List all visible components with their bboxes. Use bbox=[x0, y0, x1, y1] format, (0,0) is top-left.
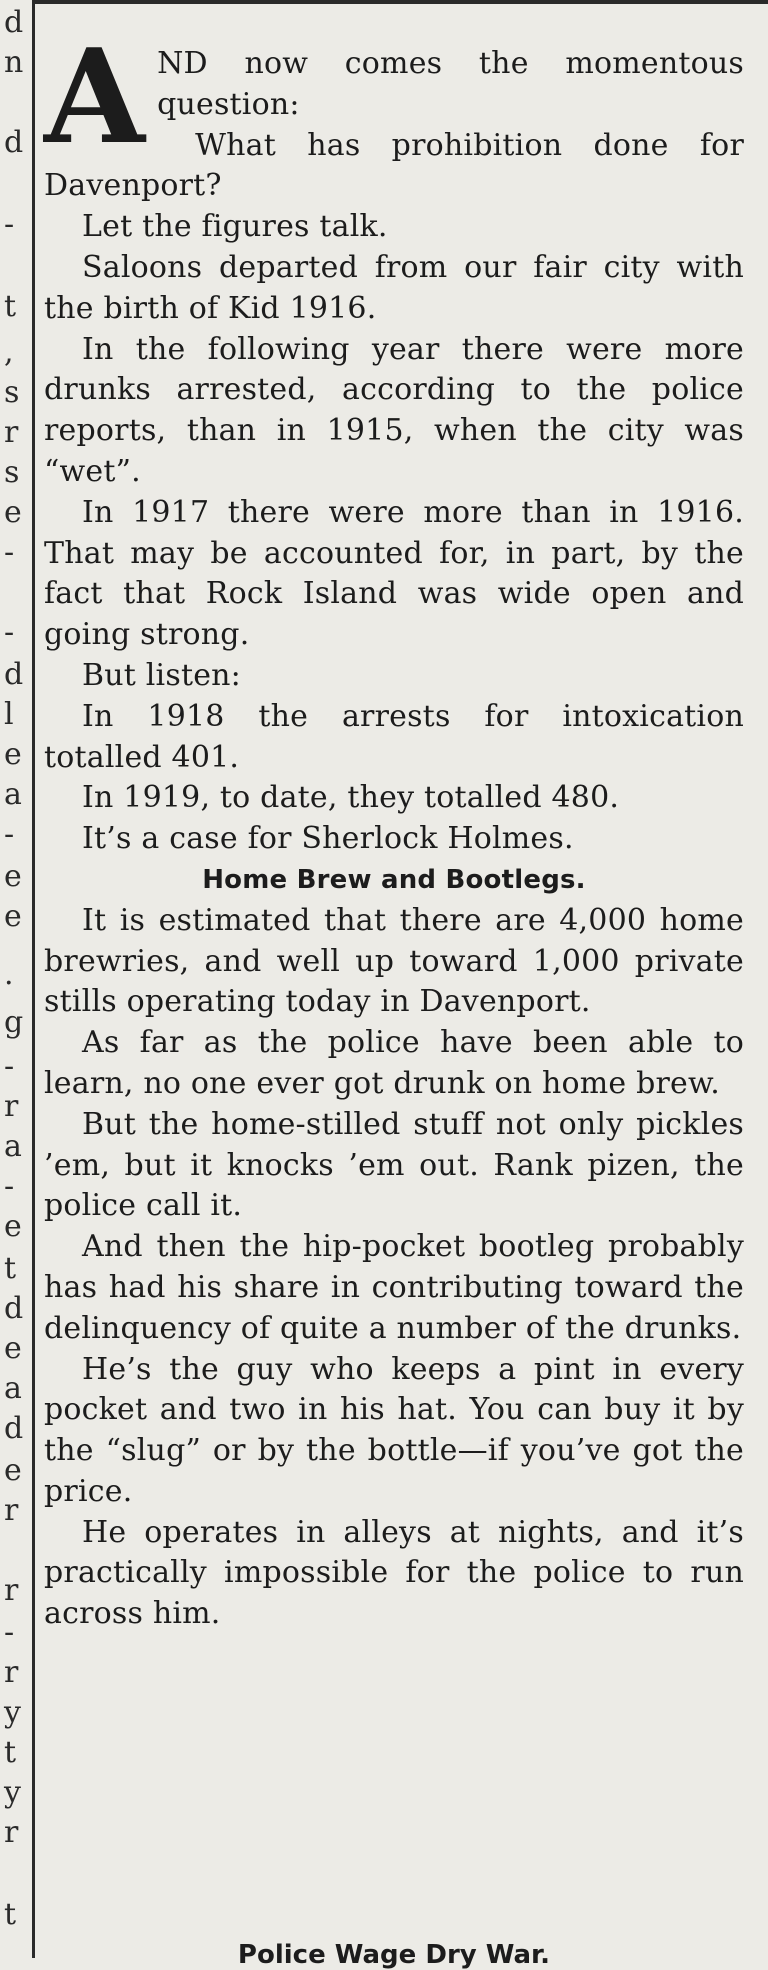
margin-letter: r bbox=[4, 1655, 19, 1690]
paragraph: And then the hip-pocket bootleg probably has had his share in contributing toward the delinquency of quite a number of the drunks. bbox=[44, 1229, 744, 1346]
drop-cap: A bbox=[44, 20, 146, 173]
paragraph: He operates in alleys at nights, and it’s practically impossible for the police to run across him. bbox=[44, 1514, 744, 1632]
paragraph: It’s a case for Sherlock Holmes. bbox=[82, 821, 574, 857]
margin-letter: y bbox=[4, 1695, 21, 1730]
margin-letter: d bbox=[4, 1291, 24, 1326]
margin-letter: - bbox=[4, 1169, 15, 1204]
margin-letter: e bbox=[4, 899, 22, 934]
adjacent-column-fragments bbox=[0, 0, 28, 1958]
paragraph: But the home-stilled stuff not only pickles ’em, but it knocks ’em out. Rank pizen, the police call it. bbox=[44, 1106, 744, 1224]
margin-letter: - bbox=[4, 535, 15, 570]
margin-letter: t bbox=[4, 1735, 17, 1770]
next-subheading-cropped bbox=[44, 1940, 744, 1970]
margin-letter: t bbox=[4, 1251, 17, 1286]
paragraph: In 1918 the arrests for intoxication totalled 401. bbox=[44, 698, 744, 775]
paragraph: As far as the police have been able to learn, no one ever got drunk on home brew. bbox=[44, 1025, 744, 1101]
article-column bbox=[44, 20, 744, 1635]
margin-letter: r bbox=[4, 1815, 19, 1850]
margin-letter: - bbox=[4, 1615, 15, 1650]
paragraph: It is estimated that there are 4,000 home brewries, and well up toward 1,000 private stills operating today in Davenport. bbox=[44, 902, 744, 1020]
margin-letter: t bbox=[4, 1897, 17, 1932]
paragraph: Let the figures talk. bbox=[82, 209, 388, 245]
margin-letter: - bbox=[4, 207, 15, 242]
paragraph: In 1919, to date, they totalled 480. bbox=[82, 780, 620, 816]
top-rule bbox=[32, 0, 768, 4]
margin-letter: g bbox=[4, 1005, 24, 1040]
column-rule bbox=[32, 0, 35, 1958]
margin-letter: d bbox=[4, 125, 24, 160]
margin-letter: s bbox=[4, 455, 20, 490]
margin-letter: l bbox=[4, 697, 14, 732]
margin-letter: e bbox=[4, 1331, 22, 1366]
margin-letter: e bbox=[4, 859, 22, 894]
margin-letter: e bbox=[4, 737, 22, 772]
margin-letter: d bbox=[4, 1411, 24, 1446]
margin-letter: t bbox=[4, 289, 17, 324]
paragraph: In 1917 there were more than in 1916. That may be accounted for, in part, by the fact that Rock Island was wide open and going strong. bbox=[44, 494, 744, 653]
margin-letter: - bbox=[4, 1049, 15, 1084]
margin-letter: - bbox=[4, 817, 15, 852]
margin-letter: , bbox=[4, 335, 14, 370]
next-subheading: Police Wage Dry War. bbox=[237, 1940, 551, 1970]
margin-letter: a bbox=[4, 1371, 22, 1406]
paragraph: He’s the guy who keeps a pint in every pocket and two in his hat. You can buy it by the “slug” or by the bottle—if you’ve got the price. bbox=[44, 1351, 744, 1509]
margin-letter: r bbox=[4, 1493, 19, 1528]
margin-letter: d bbox=[4, 5, 24, 40]
margin-letter: e bbox=[4, 1453, 22, 1488]
margin-letter: a bbox=[4, 777, 22, 812]
margin-letter: e bbox=[4, 495, 22, 530]
margin-letter: . bbox=[4, 957, 14, 992]
paragraph: What has prohibition done for Davenport? bbox=[44, 127, 744, 204]
margin-letter: a bbox=[4, 1129, 22, 1164]
margin-letter: - bbox=[4, 615, 15, 650]
subheading: Home Brew and Bootlegs. bbox=[202, 864, 586, 895]
margin-letter: s bbox=[4, 375, 20, 410]
margin-letter: e bbox=[4, 1209, 22, 1244]
margin-letter: d bbox=[4, 657, 24, 692]
margin-letter: r bbox=[4, 415, 19, 450]
margin-letter: r bbox=[4, 1089, 19, 1124]
paragraph: Saloons departed from our fair city with the birth of Kid 1916. bbox=[44, 249, 744, 326]
opening-line: ND now comes the momentous question: bbox=[157, 46, 744, 122]
margin-letter: r bbox=[4, 1573, 19, 1608]
margin-letter: n bbox=[4, 45, 24, 80]
margin-letter: y bbox=[4, 1775, 21, 1810]
paragraph: In the following year there were more drunks arrested, according to the police reports, than in 1915, when the city was “wet”. bbox=[44, 331, 744, 489]
paragraph: But listen: bbox=[82, 657, 241, 693]
